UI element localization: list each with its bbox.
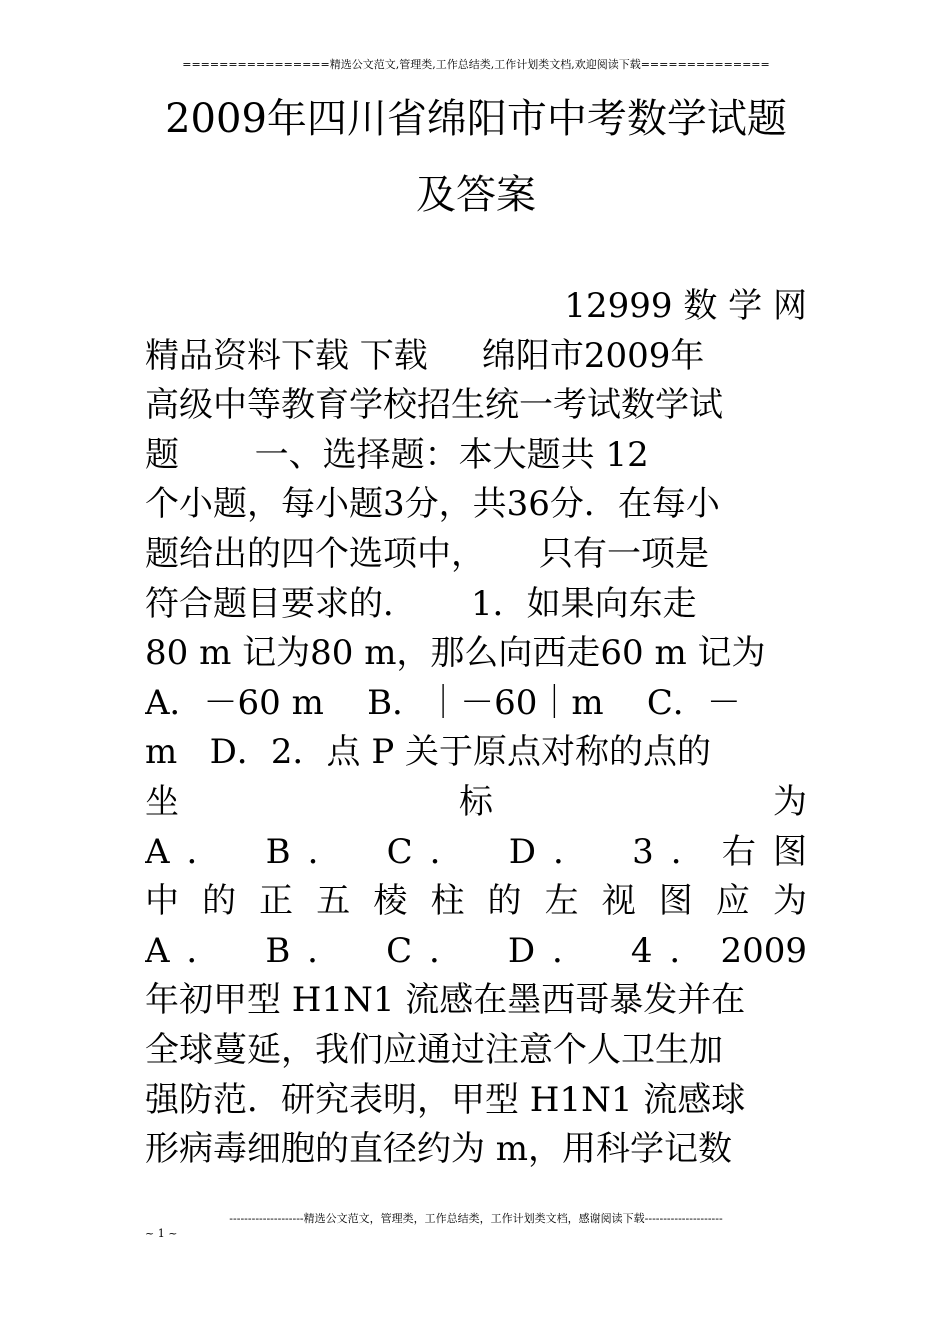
body-line: 12999 数 学 网 <box>564 286 807 326</box>
body-line: A．－60 m B．｜－60｜m C．－ <box>145 682 741 723</box>
body-line: 强防范．研究表明，甲型 H1N1 流感球 <box>145 1079 746 1120</box>
document-title-line-2: 及答案 <box>416 172 536 218</box>
body-line: 精品资料下载 下载 绵阳市2009年 <box>145 335 705 376</box>
body-line: 高级中等教育学校招生统一考试数学试 <box>145 385 723 426</box>
document-title-line-1: 2009年四川省绵阳市中考数学试题 <box>165 96 787 142</box>
body-line: 坐 标 为 <box>145 781 807 822</box>
body-line: 全球蔓延，我们应通过注意个人卫生加 <box>145 1029 723 1070</box>
header-banner: ================精选公文范文,管理类,工作总结类,工作计划类文档,欢迎阅读下载============== <box>182 58 770 71</box>
body-line: 题 一、选择题：本大题共 12 <box>145 434 649 475</box>
body-line: 年初甲型 H1N1 流感在墨西哥暴发并在 <box>145 980 746 1021</box>
footer-banner: --------------------精选公文范文，管理类，工作总结类，工作计划类文档，感谢阅读下载--------------------- <box>229 1212 723 1225</box>
body-line: 中 的 正 五 棱 柱 的 左 视 图 应 为 <box>145 881 807 922</box>
body-line: m D．2．点 P 关于原点对称的点的 <box>145 732 712 773</box>
body-line: A． B． C． D． 3．右图 <box>145 831 807 872</box>
body-line: A． B． C． D． 4．2009 <box>145 930 807 971</box>
body-line: 题给出的四个选项中， 只有一项是 <box>145 533 710 574</box>
body-line: 个小题，每小题3分，共36分．在每小 <box>145 484 720 525</box>
body-line: 符合题目要求的． 1．如果向东走 <box>145 583 697 624</box>
body-line: 80 m 记为80 m，那么向西走60 m 记为 <box>145 633 766 674</box>
body-line: 形病毒细胞的直径约为 m，用科学记数 <box>145 1129 733 1170</box>
body-text <box>145 282 807 1175</box>
page-number: ~ 1 ~ <box>145 1227 178 1240</box>
